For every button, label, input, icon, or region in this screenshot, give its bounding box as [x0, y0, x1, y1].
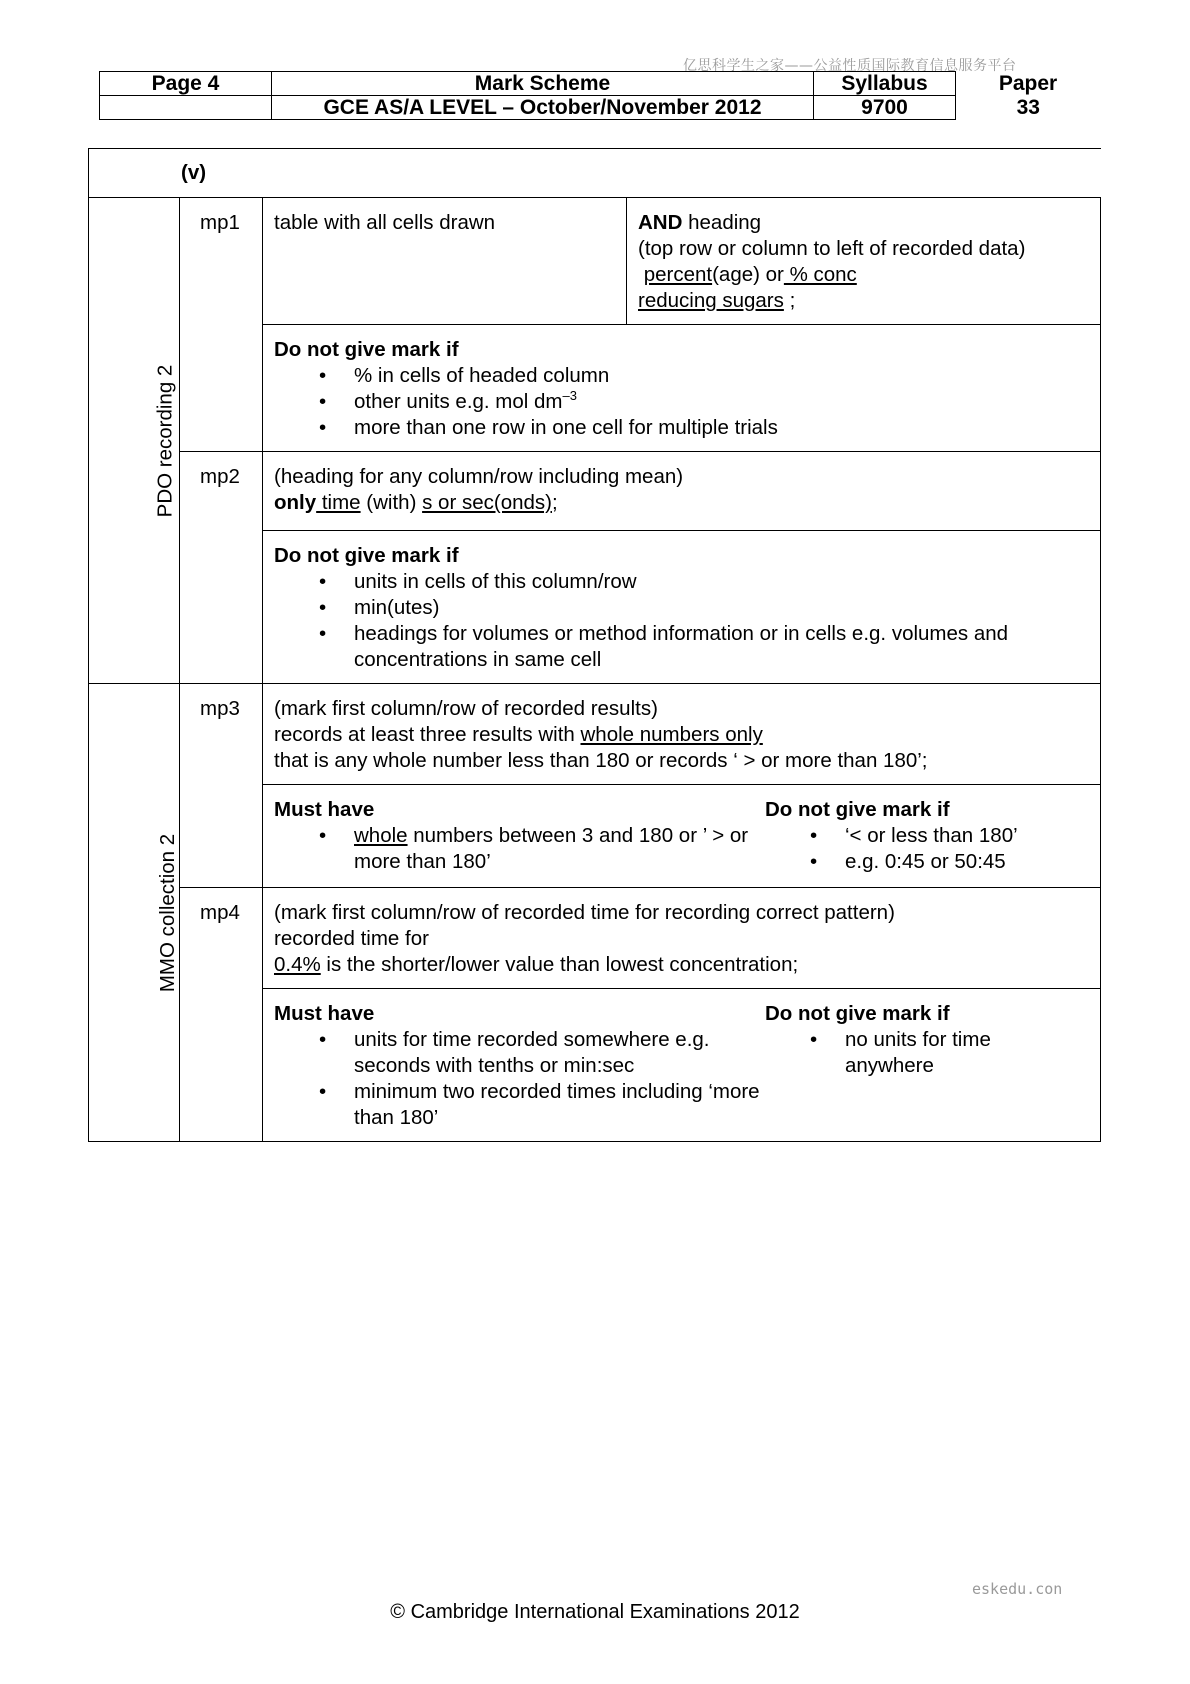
mp1-conc: % conc [783, 263, 857, 286]
mp4-label: mp4 [180, 888, 263, 1142]
mp1-percent: percent [643, 263, 713, 286]
paper-label: Paper [998, 72, 1058, 95]
mp1-label: mp1 [180, 198, 263, 452]
mp3-line1: (mark first column/row of recorded results) [274, 697, 658, 720]
mp1-end: ; [783, 289, 796, 312]
mp2-with: (with) [360, 491, 423, 514]
page-number: Page 4 [100, 72, 272, 96]
mp2-dng-title: Do not give mark if [274, 544, 459, 567]
mp4-criteria [263, 989, 1101, 1142]
mp3-dng-title: Do not give mark if [765, 798, 950, 821]
syllabus-code: 9700 [814, 96, 956, 120]
syllabus-label: Syllabus [814, 72, 956, 96]
mp3-label: mp3 [180, 684, 263, 888]
mp4-line1: (mark first column/row of recorded time for recording correct pattern) [274, 901, 895, 924]
mp4-do-not-give [765, 1001, 1090, 1131]
list-item: • headings for volumes or method information or in cells e.g. volumes and concentrations in same cell [354, 621, 1090, 673]
header-table [99, 71, 1101, 120]
mp2-dng-list [274, 569, 1090, 673]
mp1-heading: heading [682, 211, 762, 234]
list-item: • no units for time anywhere [845, 1027, 1015, 1079]
mp4-line2: recorded time for [274, 927, 429, 950]
watermark-top: 亿思科学生之家——公益性质国际教育信息服务平台 [683, 58, 1017, 74]
mp4-must-have [274, 1001, 765, 1131]
mp2-semi: ; [551, 491, 558, 514]
mp3-must-title: Must have [274, 798, 375, 821]
mp2-text [263, 452, 1101, 531]
mp3-line2b: whole numbers only [580, 723, 763, 746]
mp2-only: only [274, 491, 317, 514]
mp1-left-text: table with all cells drawn [263, 198, 627, 325]
list-item: • more than one row in one cell for multiple trials [354, 415, 1090, 441]
mp2-secs: s or sec(onds) [422, 491, 552, 514]
section-mmo-label: MMO collection 2 [156, 833, 180, 992]
mp4-must-list [274, 1027, 765, 1131]
mp2-dng [263, 531, 1101, 684]
mp1-line2: (top row or column to left of recorded data) [638, 237, 1026, 260]
list-item: • other units e.g. mol $dm^{-3}$ [354, 389, 1090, 415]
watermark-bottom: eskedu.con [972, 1580, 1063, 1598]
mp1-right [627, 198, 1101, 325]
mp4-pct: 0.4% [274, 953, 321, 976]
mark-scheme-table [88, 148, 1101, 1142]
mp4-dng-title: Do not give mark if [765, 1002, 950, 1025]
part-label: (v) [89, 149, 1101, 198]
mp1-dng-list [274, 363, 1090, 441]
section-pdo-label: PDO recording 2 [153, 364, 177, 517]
mp4-dng-list [765, 1027, 1090, 1079]
list-item: • ‘< or less than 180’ [845, 823, 1090, 849]
list-item: • whole numbers between 3 and 180 or ’ > or more than 180’ [354, 823, 765, 875]
list-item: • % in cells of headed column [354, 363, 1090, 389]
header-empty-cell [100, 96, 272, 120]
section-mmo [89, 684, 180, 1142]
mp4-must-title: Must have [274, 1002, 375, 1025]
list-item: • minimum two recorded times including ‘more than 180’ [354, 1079, 765, 1131]
mp1-dng [263, 325, 1101, 452]
paper-number: 33 [1016, 96, 1040, 119]
mp4-line3: is the shorter/lower value than lowest concentration; [320, 953, 799, 976]
list-item: • units in cells of this column/row [354, 569, 1090, 595]
mp2-time: time [316, 491, 361, 514]
exam-title: GCE AS/A LEVEL – October/November 2012 [272, 96, 814, 120]
mark-scheme-title: Mark Scheme [272, 72, 814, 96]
mp3-line3: that is any whole number less than 180 or records ‘ > or more than 180’; [274, 749, 928, 772]
mp3-text [263, 684, 1101, 785]
mp1-dng-title: Do not give mark if [274, 338, 459, 361]
mp1-age-or: (age) or [712, 263, 784, 286]
mp4-text [263, 888, 1101, 989]
list-item: • units for time recorded somewhere e.g. seconds with tenths or min:sec [354, 1027, 765, 1079]
copyright-footer: © Cambridge International Examinations 2012 [390, 1601, 800, 1623]
mp1-and: AND [638, 211, 683, 234]
mp1-reducing: reducing sugars [638, 289, 784, 312]
list-item: • e.g. 0:45 or 50:45 [845, 849, 1090, 875]
mp3-do-not-give [765, 797, 1090, 875]
mp3-dng-list [765, 823, 1090, 875]
section-pdo [89, 198, 180, 684]
list-item: • min(utes) [354, 595, 1090, 621]
mp3-line2a: records at least three results with [274, 723, 581, 746]
mp3-must-have [274, 797, 765, 875]
mp2-label: mp2 [180, 452, 263, 684]
mp3-criteria [263, 785, 1101, 888]
mp2-line1: (heading for any column/row including mean) [274, 465, 684, 488]
mp3-must-list [274, 823, 765, 875]
